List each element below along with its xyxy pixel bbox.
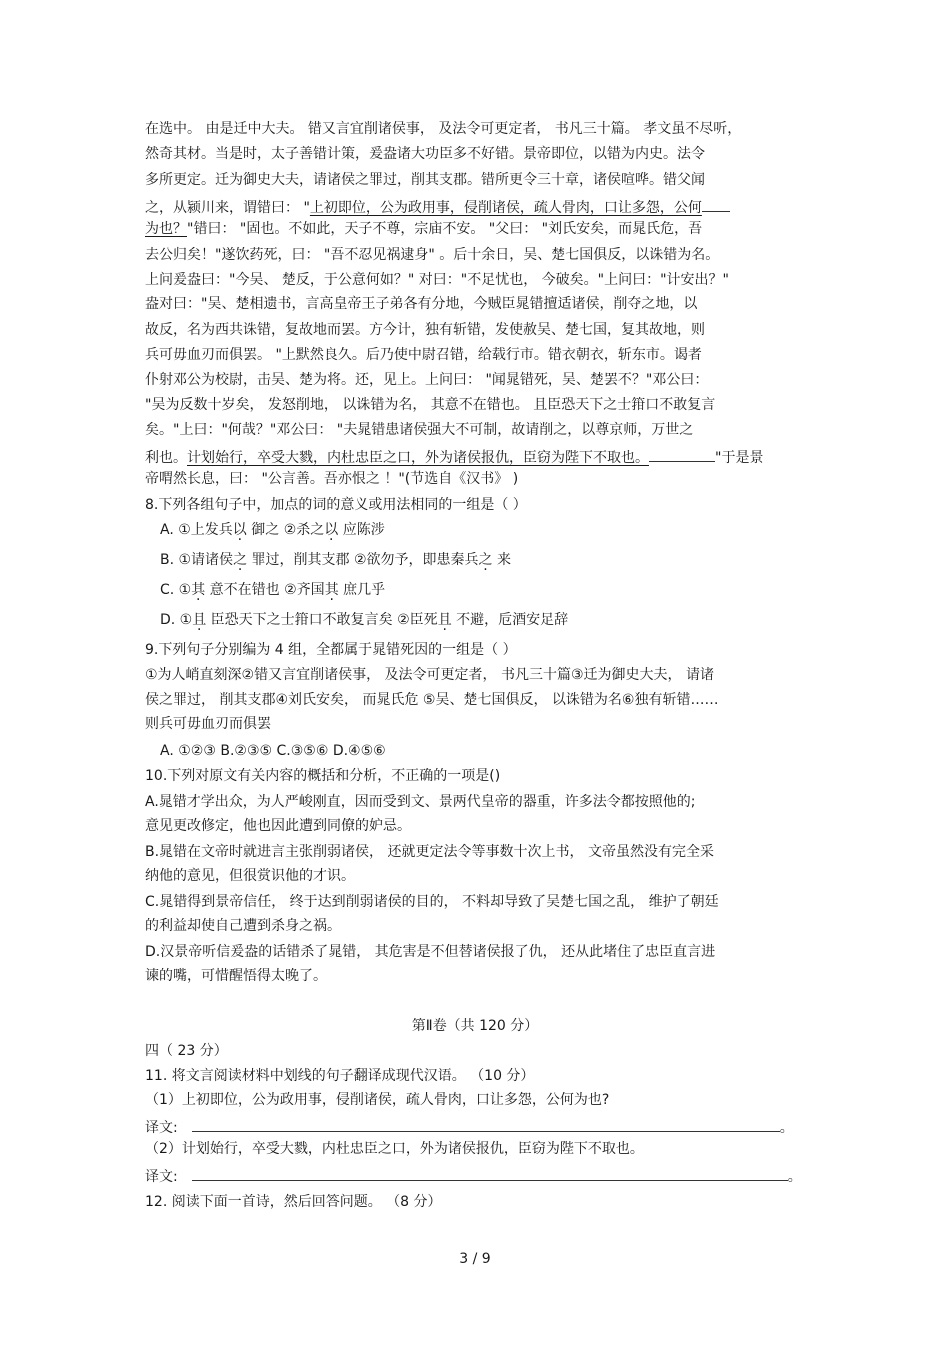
passage-text: 利也。	[145, 450, 187, 466]
passage-line: 在选中。 由是迁中大夫。 错又言宜削诸侯事， 及法令可更定者， 书凡三十篇。 孝文虽不尽听，	[145, 121, 742, 137]
q9-line: 侯之罪过， 削其支郡④刘氏安矣， 而晁氏危 ⑤吴、楚七国俱反， 以诛错为名⑥独有斩错……	[145, 692, 719, 708]
option-text: A. ①上发兵	[160, 522, 233, 538]
answer-label: 译文:	[145, 1169, 178, 1185]
underlined-sentence-1-end: 为也？	[145, 221, 187, 237]
answer-blank[interactable]	[192, 1164, 788, 1181]
q11-stem: 11. 将文言阅读材料中划线的句子翻译成现代汉语。 （10 分）	[145, 1068, 535, 1084]
answer-line-2[interactable]	[145, 1164, 802, 1187]
option-text: 来	[492, 552, 511, 568]
underlined-sentence-2: 计划始行，卒受大戮，内杜忠臣之口，外为诸侯报仇，臣窃为陛下不取也。	[187, 450, 649, 466]
passage-line: 仆射邓公为校尉，击吴、楚为将。还，见上。上问曰： "闻晁错死，吴、楚罢不？"邓公曰：	[145, 372, 709, 388]
option-text: 臣恐天下之士箝口不敢复言矣 ②臣死	[206, 612, 438, 628]
answer-label: 译文:	[145, 1120, 178, 1136]
answer-line-1[interactable]	[145, 1115, 794, 1138]
option-text: 庶几乎	[338, 582, 386, 598]
q9-line: 则兵可毋血刃而俱罢	[145, 716, 271, 732]
passage-text: "于是景	[715, 450, 764, 466]
dotted-word: 且	[437, 612, 452, 628]
passage-line: 帝喟然长息，曰： "公言善。吾亦恨之 ！"(节选自《汉书》 )	[145, 471, 519, 487]
passage-line: 多所更定。迁为御史大夫，请诸侯之罪过，削其支郡。错所更令三十章，诸侯喧哗。错父闻	[145, 172, 705, 188]
passage-line: 矣。"上曰："何哉？"邓公曰： "夫晁错患诸侯强大不可制，故请削之，以尊京师，万世之	[145, 422, 694, 438]
dotted-word: 其	[191, 582, 206, 598]
q8-option-a[interactable]	[160, 520, 385, 540]
option-text: B. ①请诸侯	[160, 552, 234, 568]
q11-sub-1: （1）上初即位，公为政用事，侵削诸侯，疏人骨肉，口让多怨，公何为也?	[145, 1092, 610, 1108]
passage-line	[145, 195, 730, 218]
q10-option-b[interactable]: B.晁错在文帝时就进言主张削弱诸侯， 还就更定法令等事数十次上书， 文帝虽然没有完全采	[145, 844, 714, 860]
passage-line: 盎对曰："吴、楚相遗书，言高皇帝王子弟各有分地，今贼臣晁错擅适诸侯，削夺之地，以	[145, 296, 698, 312]
option-text: C. ①	[160, 582, 192, 598]
passage-line	[145, 219, 702, 239]
period: 。	[787, 1169, 802, 1185]
dotted-word: 且	[192, 612, 207, 628]
passage-line: "吴为反数十岁矣， 发怒削地， 以诛错为名， 其意不在错也。 且臣恐天下之士箝口不敢复言	[145, 397, 716, 413]
underlined-sentence-1: 上初即位，公为政用事，侵削诸侯，疏人骨肉，口让多怨，公何	[309, 200, 702, 216]
q9-stem: 9.下列句子分别编为 4 组，全都属于晁错死因的一组是（ ）	[145, 642, 517, 658]
passage-line: 故反，名为西共诛错，复故地而罢。方今计，独有斩错，发使赦吴、楚七国，复其故地，则	[145, 322, 705, 338]
q10-option-c[interactable]: C.晁错得到景帝信任， 终于达到削弱诸侯的目的， 不料却导致了吴楚七国之乱， 维护了朝廷	[145, 894, 719, 910]
q9-line: ①为人峭直刻深②错又言宜削诸侯事， 及法令可更定者， 书凡三十篇③迁为御史大夫， 请诸	[145, 667, 715, 683]
part2-title: 第Ⅱ卷（共 120 分）	[411, 1018, 539, 1034]
q10-option-c-cont: 的利益却使自己遭到杀身之祸。	[145, 918, 341, 934]
q12-stem: 12. 阅读下面一首诗，然后回答问题。 （8 分）	[145, 1194, 442, 1210]
page-number: 3 / 9	[459, 1251, 491, 1267]
dotted-word: 以	[232, 522, 247, 538]
passage-line: 然奇其材。当是时，太子善错计策，爰盎诸大功臣多不好错。景帝即位，以错为内史。法令	[145, 146, 705, 162]
q10-option-d-cont: 谏的嘴，可惜醒悟得太晚了。	[145, 968, 327, 984]
section-heading: 四（ 23 分）	[145, 1043, 228, 1059]
option-text: 意不在错也 ②齐国	[205, 582, 325, 598]
answer-blank[interactable]	[192, 1115, 780, 1132]
option-text: 御之 ②杀之	[246, 522, 325, 538]
q8-option-c[interactable]	[160, 580, 385, 600]
passage-line: 上问爰盎曰："今吴、 楚反，于公意何如？" 对曰："不足忧也， 今破矣。"上问曰："计安出？"	[145, 272, 729, 288]
dotted-word: 之	[478, 552, 493, 568]
q8-stem: 8.下列各组句子中，加点的词的意义或用法相同的一组是（ ）	[145, 497, 527, 513]
passage-text: "错曰： "固也。不如此，天子不尊，宗庙不安。 "父曰： "刘氏安矣，而晁氏危，吾	[187, 221, 703, 237]
option-text: 不避，卮酒安足辞	[451, 612, 569, 628]
dotted-word: 其	[324, 582, 339, 598]
option-text: D. ①	[160, 612, 193, 628]
passage-line	[145, 445, 763, 468]
q10-option-d[interactable]: D.汉景帝听信爰盎的话错杀了晁错， 其危害是不但替诸侯报了仇， 还从此堵住了忠臣直言进	[145, 944, 716, 960]
q10-option-a-cont: 意见更改修定，他也因此遭到同僚的妒忌。	[145, 818, 411, 834]
passage-line: 去公归矣！"遂饮药死，曰： "吾不忍见祸逮身" 。后十余日，吴、楚七国俱反，以诛错为名。	[145, 247, 720, 263]
q8-option-d[interactable]	[160, 610, 568, 630]
option-text: 应陈涉	[338, 522, 385, 538]
dotted-word: 之	[233, 552, 248, 568]
passage-text: 之，从颍川来，谓错曰： "	[145, 200, 310, 216]
dotted-word: 以	[324, 522, 339, 538]
passage-line: 兵可毋血刃而俱罢。 "上默然良久。后乃使中尉召错，给载行市。错衣朝衣，斩东市。谒者	[145, 347, 702, 363]
period: 。	[779, 1120, 794, 1136]
q9-options[interactable]: A. ①②③ B.②③⑤ C.③⑤⑥ D.④⑤⑥	[160, 743, 386, 759]
q10-stem: 10.下列对原文有关内容的概括和分析，不正确的一项是()	[145, 768, 501, 784]
q11-sub-2: （2）计划始行，卒受大戮，内杜忠臣之口，外为诸侯报仇，臣窃为陛下不取也。	[145, 1141, 644, 1157]
q8-option-b[interactable]	[160, 550, 511, 570]
option-text: 罪过，削其支郡 ②欲勿予，即患秦兵	[247, 552, 479, 568]
q10-option-a[interactable]: A.晁错才学出众，为人严峻刚直，因而受到文、景两代皇帝的器重，许多法令都按照他的;	[145, 794, 696, 810]
q10-option-b-cont: 纳他的意见，但很赏识他的才识。	[145, 868, 355, 884]
